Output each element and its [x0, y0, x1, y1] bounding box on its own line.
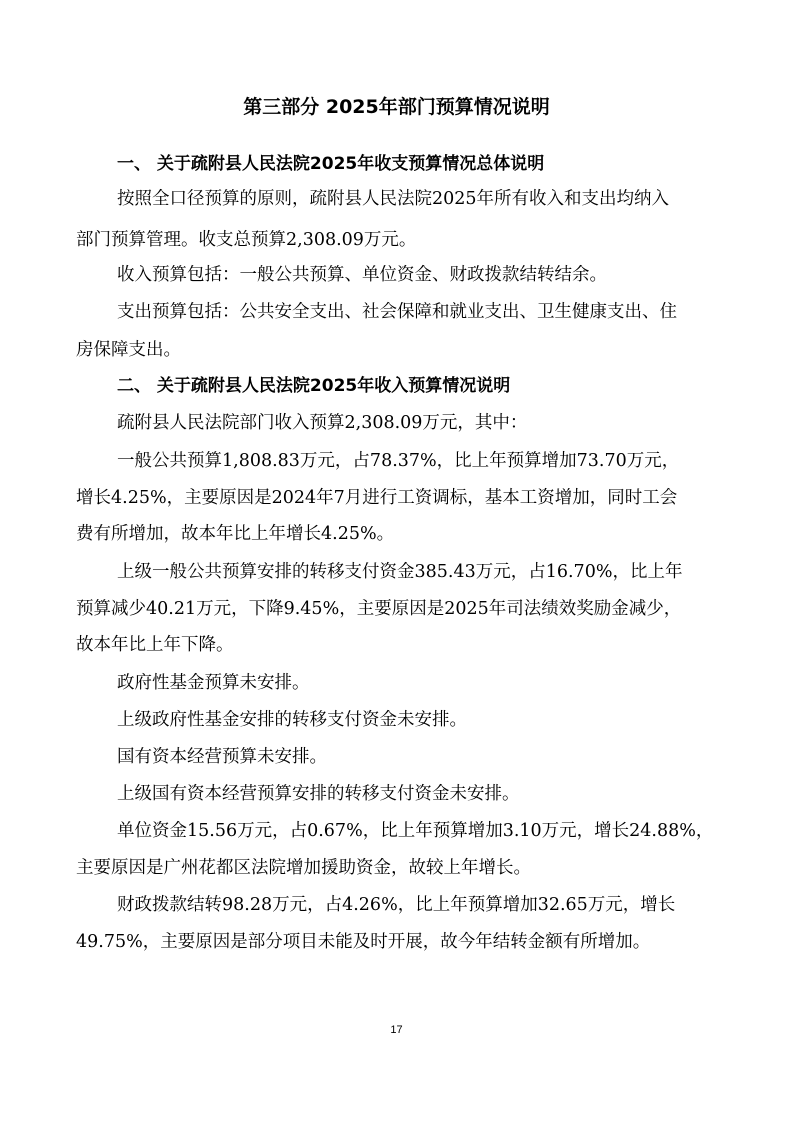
section1-paragraph2: 收入预算包括：一般公共预算、单位资金、财政拨款结转结余。: [117, 265, 607, 285]
section2-paragraph9-line1: 财政拨款结转98.28万元，占4.26%，比上年预算增加32.65万元，增长: [117, 895, 676, 915]
section2-paragraph8-line2: 主要原因是广州花都区法院增加援助资金，故较上年增长。: [76, 858, 531, 878]
section1-paragraph1-line2: 部门预算管理。收支总预算2,308.09万元。: [76, 230, 417, 250]
section2-paragraph3-line3: 故本年比上年下降。: [76, 635, 234, 655]
section2-paragraph6: 国有资本经营预算未安排。: [117, 747, 327, 767]
section2-paragraph9-line2: 49.75%，主要原因是部分项目未能及时开展，故今年结转金额有所增加。: [76, 932, 651, 952]
section2-paragraph3-line1: 上级一般公共预算安排的转移支付资金385.43万元，占16.70%，比上年: [117, 562, 683, 582]
section2-paragraph8-line1: 单位资金15.56万元，占0.67%，比上年预算增加3.10万元，增长24.88%，: [117, 821, 714, 841]
section2-paragraph3-line2: 预算减少40.21万元，下降9.45%，主要原因是2025年司法绩效奖励金减少，: [76, 599, 682, 619]
section1-heading: 一、 关于疏附县人民法院2025年收支预算情况总体说明: [117, 154, 545, 174]
section2-paragraph5: 上级政府性基金安排的转移支付资金未安排。: [117, 710, 467, 730]
section2-paragraph7: 上级国有资本经营预算安排的转移支付资金未安排。: [117, 784, 520, 804]
page-number: 17: [390, 1024, 403, 1036]
page-title: 第三部分 2025年部门预算情况说明: [243, 96, 550, 118]
section2-paragraph2-line3: 费有所增加，故本年比上年增长4.25%。: [76, 524, 395, 544]
section1-paragraph3-line1: 支出预算包括：公共安全支出、社会保障和就业支出、卫生健康支出、住: [117, 302, 677, 322]
section2-paragraph1: 疏附县人民法院部门收入预算2,308.09万元，其中：: [117, 413, 528, 433]
section2-paragraph4: 政府性基金预算未安排。: [117, 673, 310, 693]
section1-paragraph3-line2: 房保障支出。: [76, 340, 181, 360]
section2-paragraph2-line2: 增长4.25%，主要原因是2024年7月进行工资调标，基本工资增加，同时工会: [76, 488, 678, 508]
section2-paragraph2-line1: 一般公共预算1,808.83万元，占78.37%，比上年预算增加73.70万元，: [117, 451, 680, 471]
section1-paragraph1-line1: 按照全口径预算的原则，疏附县人民法院2025年所有收入和支出均纳入: [117, 189, 670, 209]
section2-heading: 二、 关于疏附县人民法院2025年收入预算情况说明: [117, 376, 511, 396]
